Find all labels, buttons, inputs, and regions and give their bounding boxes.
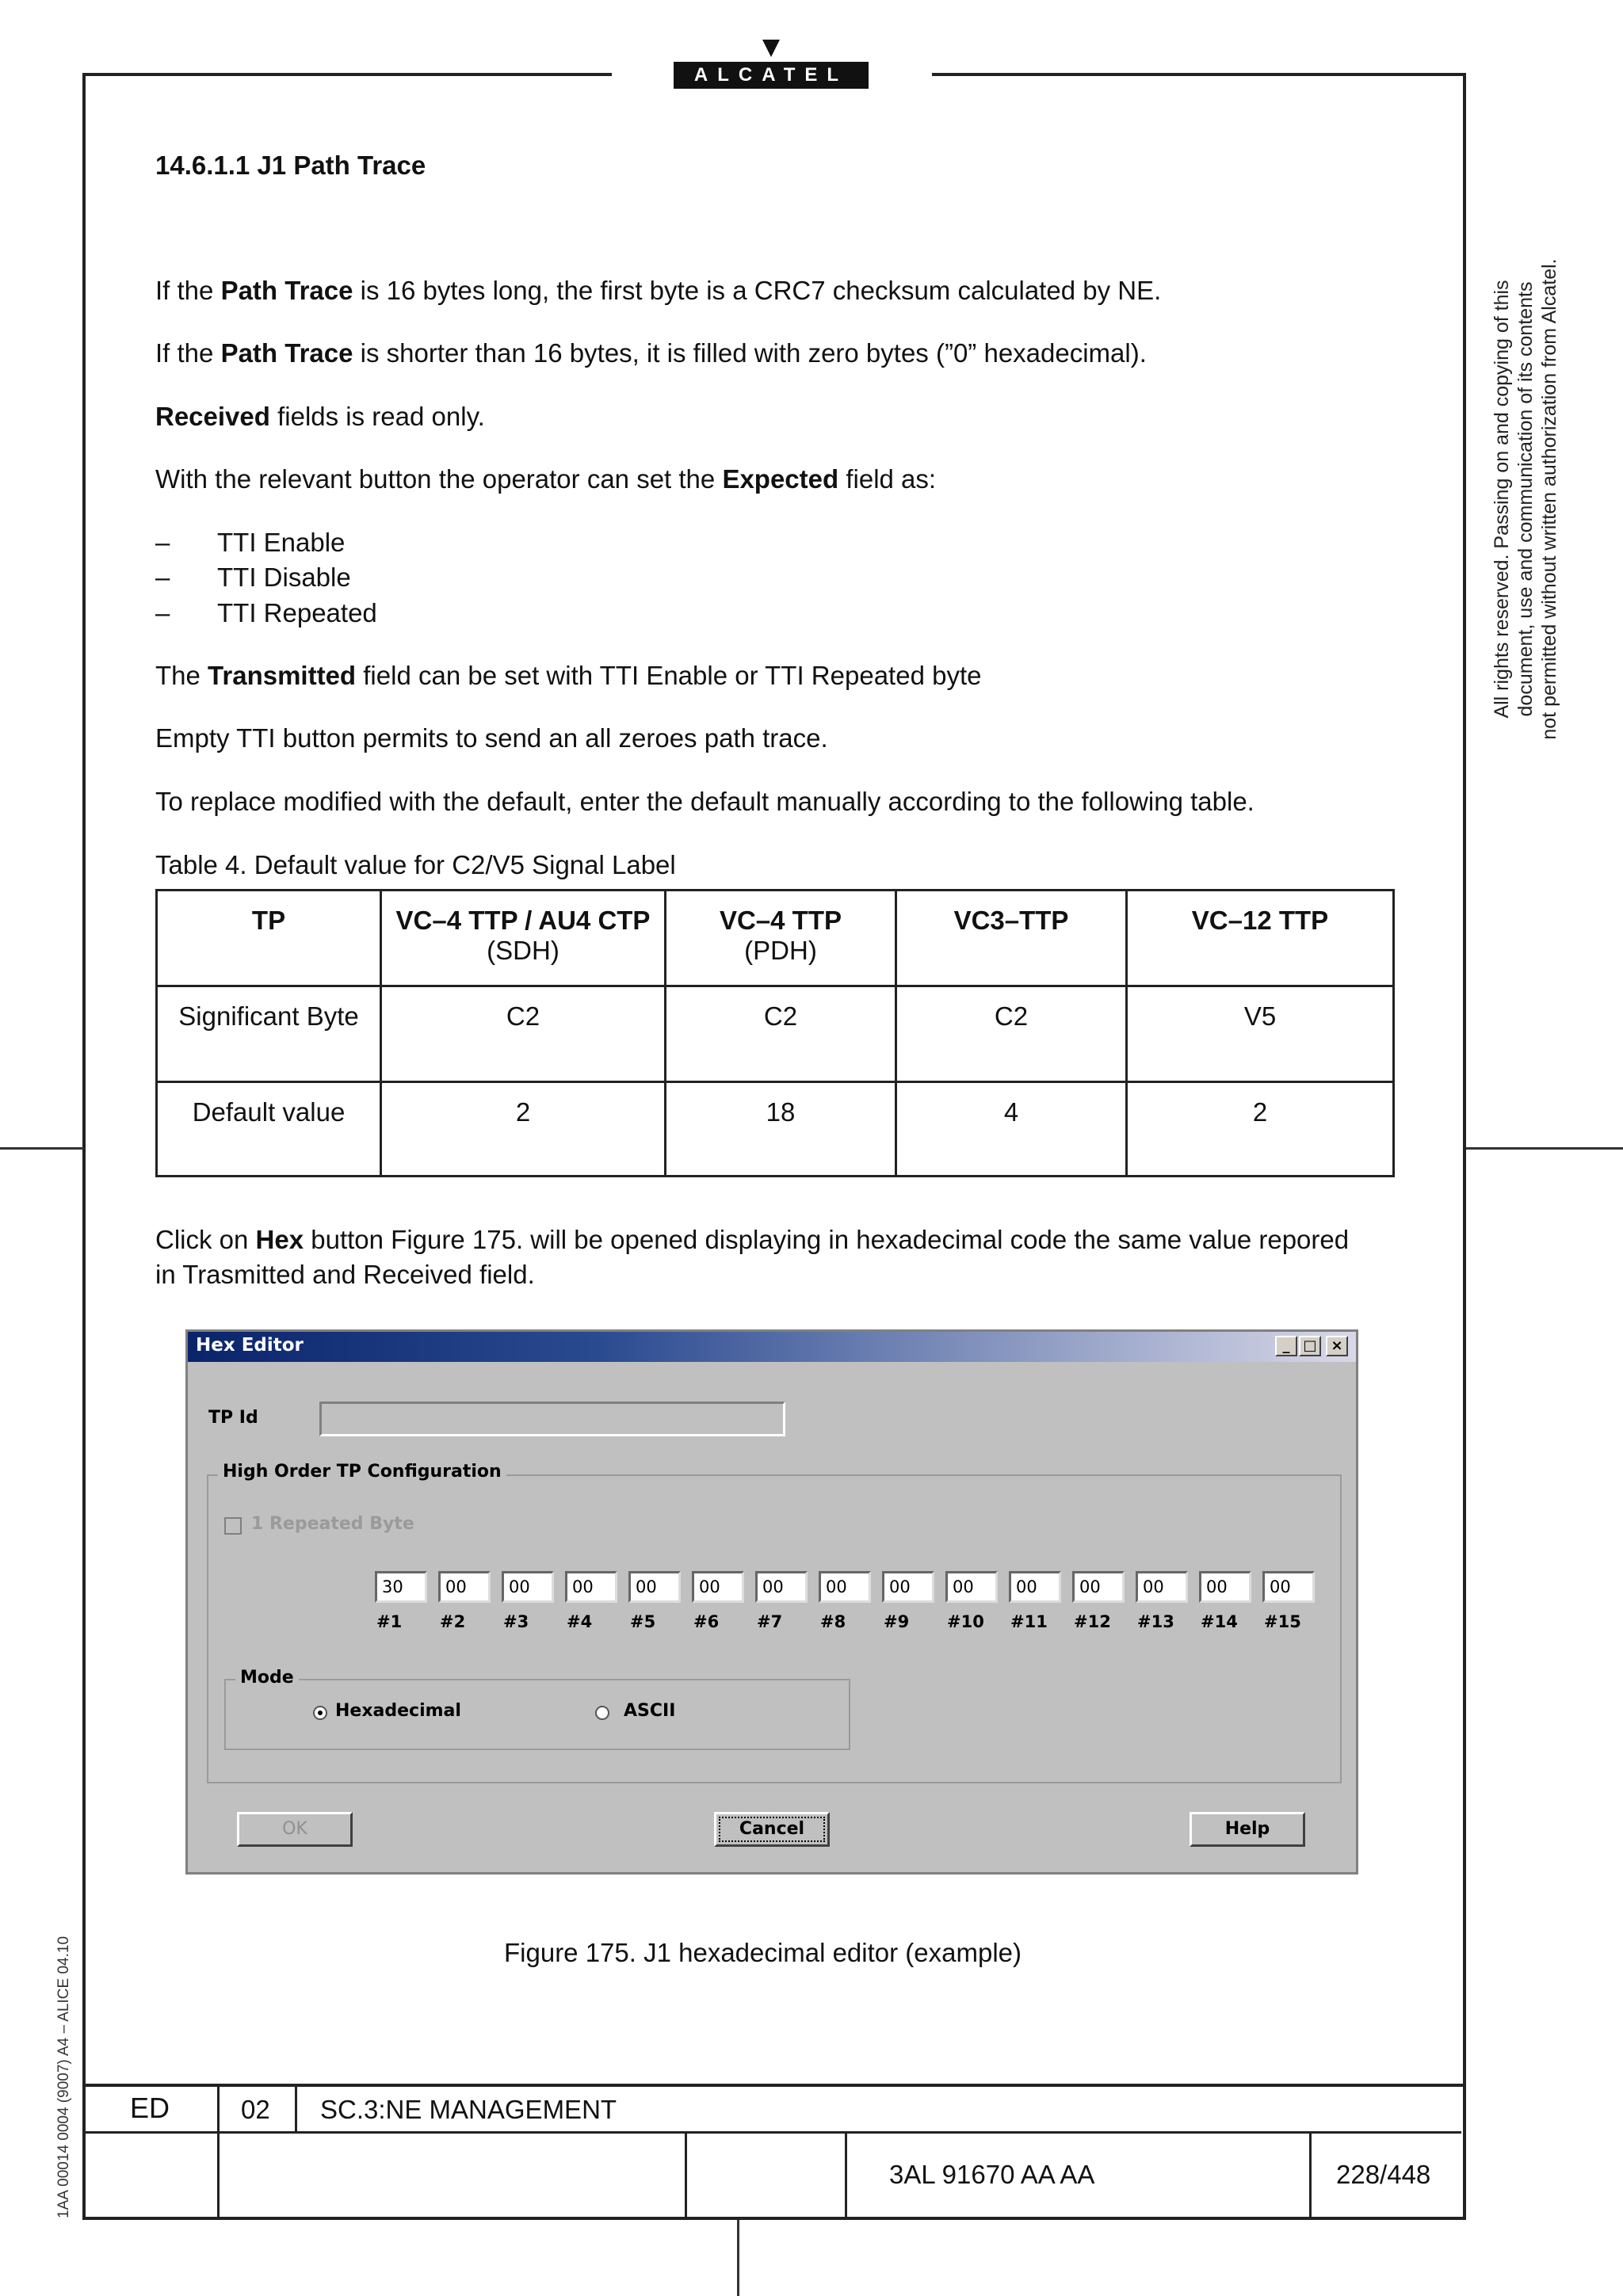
list-dash: – — [155, 598, 170, 627]
rights-line-2: document, use and communication of its contents — [1514, 281, 1537, 717]
footer-ed-label: ED — [130, 2092, 170, 2124]
table-cell: V5 — [1127, 986, 1394, 1082]
footer-table — [84, 2084, 1465, 2220]
high-order-config-legend: High Order TP Configuration — [218, 1462, 506, 1482]
paragraph-4: With the relevant button the operator can set the Expected field as: — [155, 464, 937, 494]
mode-legend: Mode — [235, 1668, 299, 1688]
rights-line-1: All rights reserved. Passing on and copying of this — [1491, 280, 1513, 719]
ascii-radio[interactable] — [595, 1706, 609, 1720]
table-cell: 18 — [666, 1082, 896, 1177]
byte-label-8: #8 — [820, 1612, 846, 1631]
byte-field-2[interactable]: 00 — [438, 1571, 491, 1603]
tp-id-label: TP Id — [208, 1408, 258, 1428]
rights-line-3: not permitted without written authorization from Alcatel. — [1538, 258, 1560, 740]
byte-field-5[interactable]: 00 — [628, 1571, 681, 1603]
byte-label-7: #7 — [757, 1612, 783, 1631]
frame-right — [1463, 73, 1466, 2220]
frame-left — [82, 73, 86, 2220]
byte-label-11: #11 — [1010, 1612, 1048, 1631]
default-value-table — [155, 889, 1395, 1177]
paragraph-1: If the Path Trace is 16 bytes long, the first byte is a CRC7 checksum calculated by NE. — [155, 276, 1162, 305]
byte-field-11[interactable]: 00 — [1009, 1571, 1061, 1603]
table-cell: C2 — [896, 986, 1127, 1082]
footer-col-line — [217, 2087, 220, 2217]
help-button[interactable]: Help — [1190, 1812, 1305, 1847]
byte-field-13[interactable]: 00 — [1136, 1571, 1188, 1603]
frame-top-right — [932, 73, 1466, 76]
byte-label-15: #15 — [1264, 1612, 1301, 1631]
footer-col-line — [295, 2087, 297, 2131]
table-cell: 2 — [1127, 1082, 1394, 1177]
table-header-cell: VC–4 TTP (PDH) — [666, 891, 896, 986]
paragraph-2: If the Path Trace is shorter than 16 bytes, it is filled with zero bytes (”0” hexadecimal). — [155, 338, 1147, 368]
minimize-icon[interactable]: _ — [1275, 1336, 1297, 1356]
byte-label-6: #6 — [693, 1612, 720, 1631]
close-icon[interactable]: × — [1326, 1336, 1348, 1356]
table-cell: C2 — [381, 986, 666, 1082]
logo-triangle-icon — [762, 40, 780, 57]
table-row — [157, 986, 1394, 1082]
frame-top-left — [84, 73, 612, 76]
byte-field-14[interactable]: 00 — [1199, 1571, 1251, 1603]
fold-mark-left — [0, 1147, 84, 1150]
table-header-cell: VC–4 TTP / AU4 CTP (SDH) — [381, 891, 666, 986]
list-item: TTI Disable — [217, 563, 351, 592]
dialog-title: Hex Editor — [196, 1335, 304, 1356]
byte-field-1[interactable]: 30 — [375, 1571, 427, 1603]
dialog-titlebar[interactable] — [188, 1332, 1356, 1362]
byte-label-3: #3 — [503, 1612, 529, 1631]
byte-field-12[interactable]: 00 — [1072, 1571, 1125, 1603]
table-cell: C2 — [666, 986, 896, 1082]
cancel-button[interactable]: Cancel — [714, 1812, 830, 1847]
byte-label-10: #10 — [947, 1612, 984, 1631]
byte-label-13: #13 — [1137, 1612, 1174, 1631]
byte-field-9[interactable]: 00 — [882, 1571, 934, 1603]
list-dash: – — [155, 563, 170, 592]
list-item: TTI Enable — [217, 528, 346, 557]
footer-col-line — [685, 2131, 687, 2217]
table-cell: 4 — [896, 1082, 1127, 1177]
byte-label-4: #4 — [567, 1612, 593, 1631]
footer-page-number: 228/448 — [1336, 2160, 1431, 2189]
byte-label-12: #12 — [1074, 1612, 1111, 1631]
rights-notice — [1490, 222, 1561, 776]
footer-section: SC.3:NE MANAGEMENT — [320, 2095, 617, 2124]
byte-label-2: #2 — [440, 1612, 466, 1631]
footer-ed-value: 02 — [241, 2095, 270, 2124]
repeated-byte-checkbox[interactable] — [224, 1517, 242, 1535]
byte-field-4[interactable]: 00 — [565, 1571, 617, 1603]
document-reference: 1AA 00014 0004 (9007) A4 – ALICE 04.10 — [55, 1936, 72, 2218]
hexadecimal-radio[interactable] — [313, 1706, 327, 1720]
table-caption: Table 4. Default value for C2/V5 Signal Label — [155, 850, 676, 879]
ok-button[interactable]: OK — [237, 1812, 353, 1847]
table-header-cell: VC3–TTP — [896, 891, 1127, 986]
byte-label-14: #14 — [1201, 1612, 1238, 1631]
byte-label-1: #1 — [376, 1612, 403, 1631]
hexadecimal-label: Hexadecimal — [335, 1701, 461, 1721]
byte-label-5: #5 — [630, 1612, 656, 1631]
hex-editor-dialog — [185, 1329, 1358, 1875]
byte-field-6[interactable]: 00 — [692, 1571, 744, 1603]
fold-mark-right — [1466, 1147, 1623, 1150]
ascii-label: ASCII — [624, 1701, 676, 1721]
byte-field-10[interactable]: 00 — [945, 1571, 998, 1603]
byte-field-7[interactable]: 00 — [755, 1571, 808, 1603]
paragraph-8: Click on Hex button Figure 175. will be opened displaying in hexadecimal code the same value repored — [155, 1225, 1350, 1254]
byte-label-9: #9 — [884, 1612, 910, 1631]
table-header-cell: TP — [157, 891, 381, 986]
table-header-cell: VC–12 TTP — [1127, 891, 1394, 986]
table-header-row — [157, 891, 1394, 986]
footer-col-line — [1309, 2131, 1312, 2217]
maximize-icon[interactable]: □ — [1299, 1336, 1321, 1356]
table-row — [157, 1082, 1394, 1177]
list-dash: – — [155, 528, 170, 557]
repeated-byte-label: 1 Repeated Byte — [251, 1514, 414, 1534]
footer-col-line — [845, 2131, 847, 2217]
figure-caption: Figure 175. J1 hexadecimal editor (example) — [504, 1938, 1022, 1967]
paragraph-7: To replace modified with the default, enter the default manually according to the following table. — [155, 787, 1254, 816]
tp-id-field[interactable] — [319, 1402, 785, 1436]
footer-doc-number: 3AL 91670 AA AA — [889, 2160, 1095, 2189]
logo-text: ALCATEL — [674, 62, 869, 89]
section-title: 14.6.1.1 J1 Path Trace — [155, 151, 426, 180]
paragraph-6: Empty TTI button permits to send an all zeroes path trace. — [155, 723, 828, 753]
table-cell: Default value — [157, 1082, 381, 1177]
paragraph-5: The Transmitted field can be set with TTI Enable or TTI Repeated byte — [155, 661, 982, 690]
byte-field-3[interactable]: 00 — [502, 1571, 554, 1603]
byte-field-8[interactable]: 00 — [819, 1571, 871, 1603]
table-cell: Significant Byte — [157, 986, 381, 1082]
list-item: TTI Repeated — [217, 598, 377, 627]
footer-divider — [84, 2131, 1461, 2134]
paragraph-3: Received fields is read only. — [155, 402, 485, 431]
alcatel-logo — [674, 40, 869, 95]
byte-field-15[interactable]: 00 — [1262, 1571, 1315, 1603]
table-cell: 2 — [381, 1082, 666, 1177]
fold-mark-bottom — [737, 2218, 739, 2296]
paragraph-8-cont: in Trasmitted and Received field. — [155, 1260, 535, 1289]
